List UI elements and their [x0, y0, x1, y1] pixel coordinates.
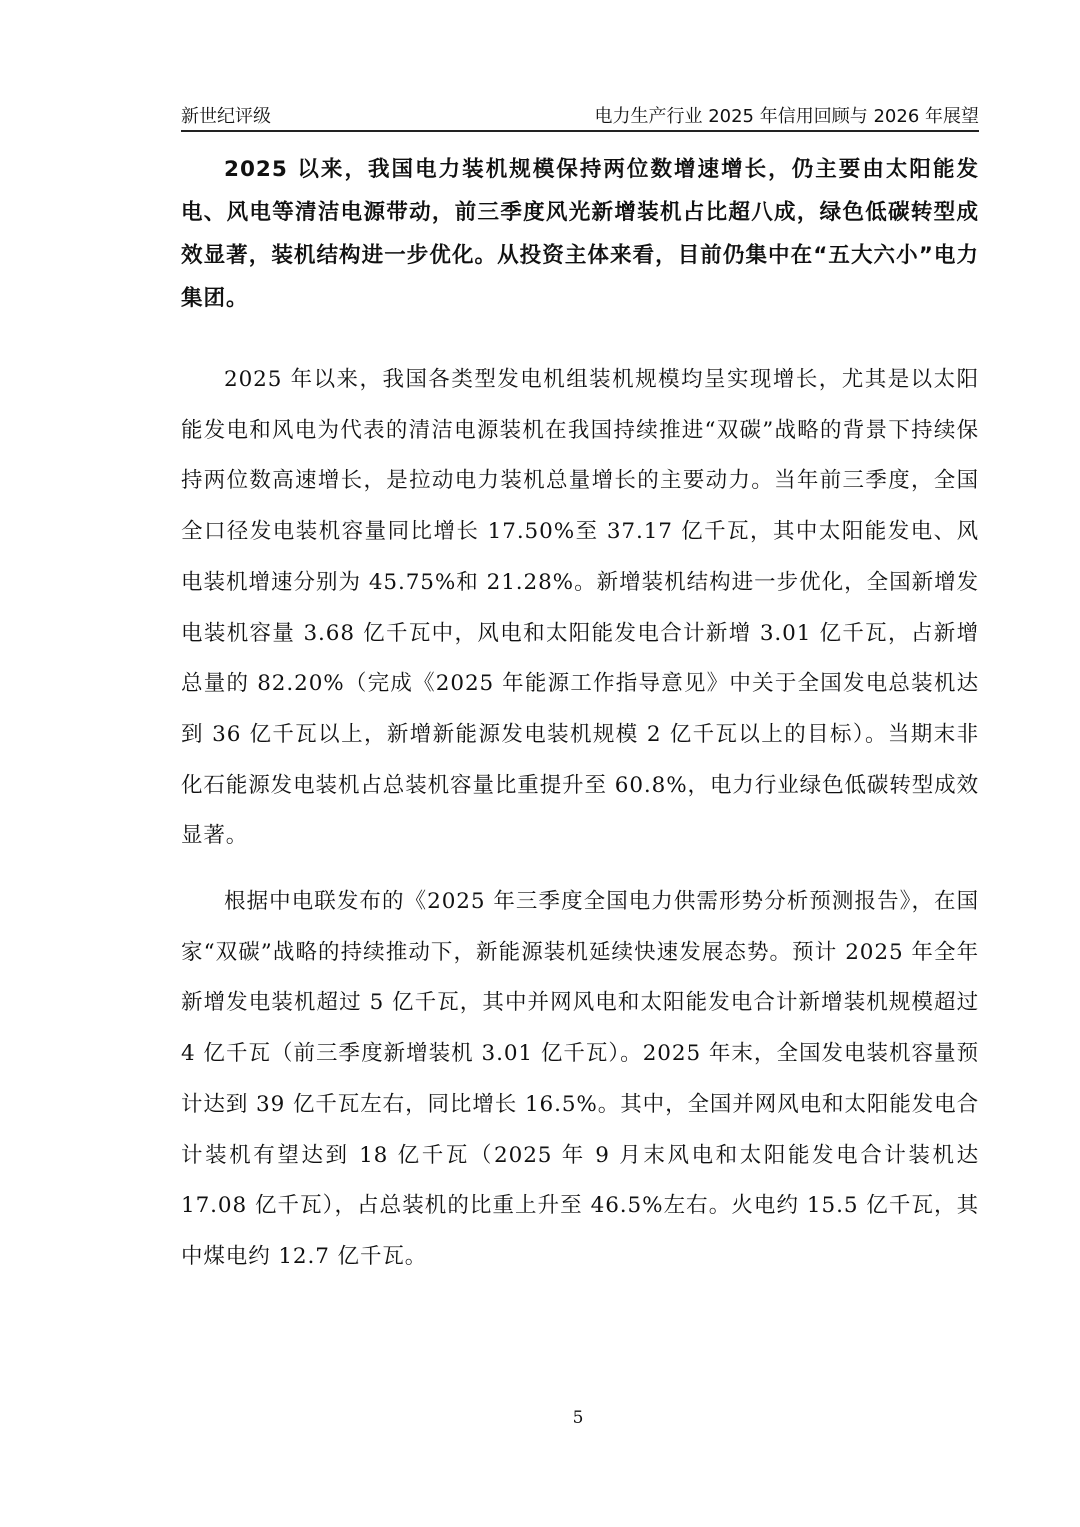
page-header [181, 104, 979, 130]
document-body [181, 148, 979, 1283]
header-report-title: 电力生产行业 2025 年信用回顾与 2026 年展望 [594, 106, 979, 127]
header-divider [181, 130, 979, 132]
body-paragraph-installed-capacity: 2025 年以来，我国各类型发电机组装机规模均呈实现增长，尤其是以太阳能发电和风电为代表的清洁电源装机在我国持续推进“双碳”战略的背景下持续保持两位数高速增长，是拉动电力装机总量增长的主要动力。当年前三季度，全国全口径发电装机容量同比增长 17.50%至 37.17 亿千瓦，其中太阳能发电、风电装机增速分别为 45.75%和 21.28%。新增装机结构进一步优化，全国新增发电装机容量 3.68 亿千瓦中，风电和太阳能发电合计新增 3.01 亿千瓦，占新增总量的 82.20%（完成《2025 年能源工作指导意见》中关于全国发电总装机达到 36 亿千瓦以上，新增新能源发电装机规模 2 亿千瓦以上的目标）。当期末非化石能源发电装机占总装机容量比重提升至 60.8%，电力行业绿色低碳转型成效显著。 [181, 367, 979, 849]
page-number: 5 [572, 1408, 584, 1428]
header-org-name: 新世纪评级 [181, 106, 271, 127]
body-paragraph-forecast: 根据中电联发布的《2025 年三季度全国电力供需形势分析预测报告》，在国家“双碳”战略的持续推动下，新能源装机延续快速发展态势。预计 2025 年全年新增发电装机超过 5 亿千瓦，其中并网风电和太阳能发电合计新增装机规模超过 4 亿千瓦（前三季度新增装机 3.01 亿千瓦）。2025 年末，全国发电装机容量预计达到 39 亿千瓦左右，同比增长 16.5%。其中，全国并网风电和太阳能发电合计装机有望达到 18 亿千瓦（2025 年 9 月末风电和太阳能发电合计装机达 17.08 亿千瓦），占总装机的比重上升至 46.5%左右。火电约 15.5 亿千瓦，其中煤电约 12.7 亿千瓦。 [181, 889, 979, 1269]
summary-lead-paragraph: 2025 以来，我国电力装机规模保持两位数增速增长，仍主要由太阳能发电、风电等清洁电源带动，前三季度风光新增装机占比超八成，绿色低碳转型成效显著，装机结构进一步优化。从投资主体来看，目前仍集中在“五大六小”电力集团。 [181, 157, 979, 311]
